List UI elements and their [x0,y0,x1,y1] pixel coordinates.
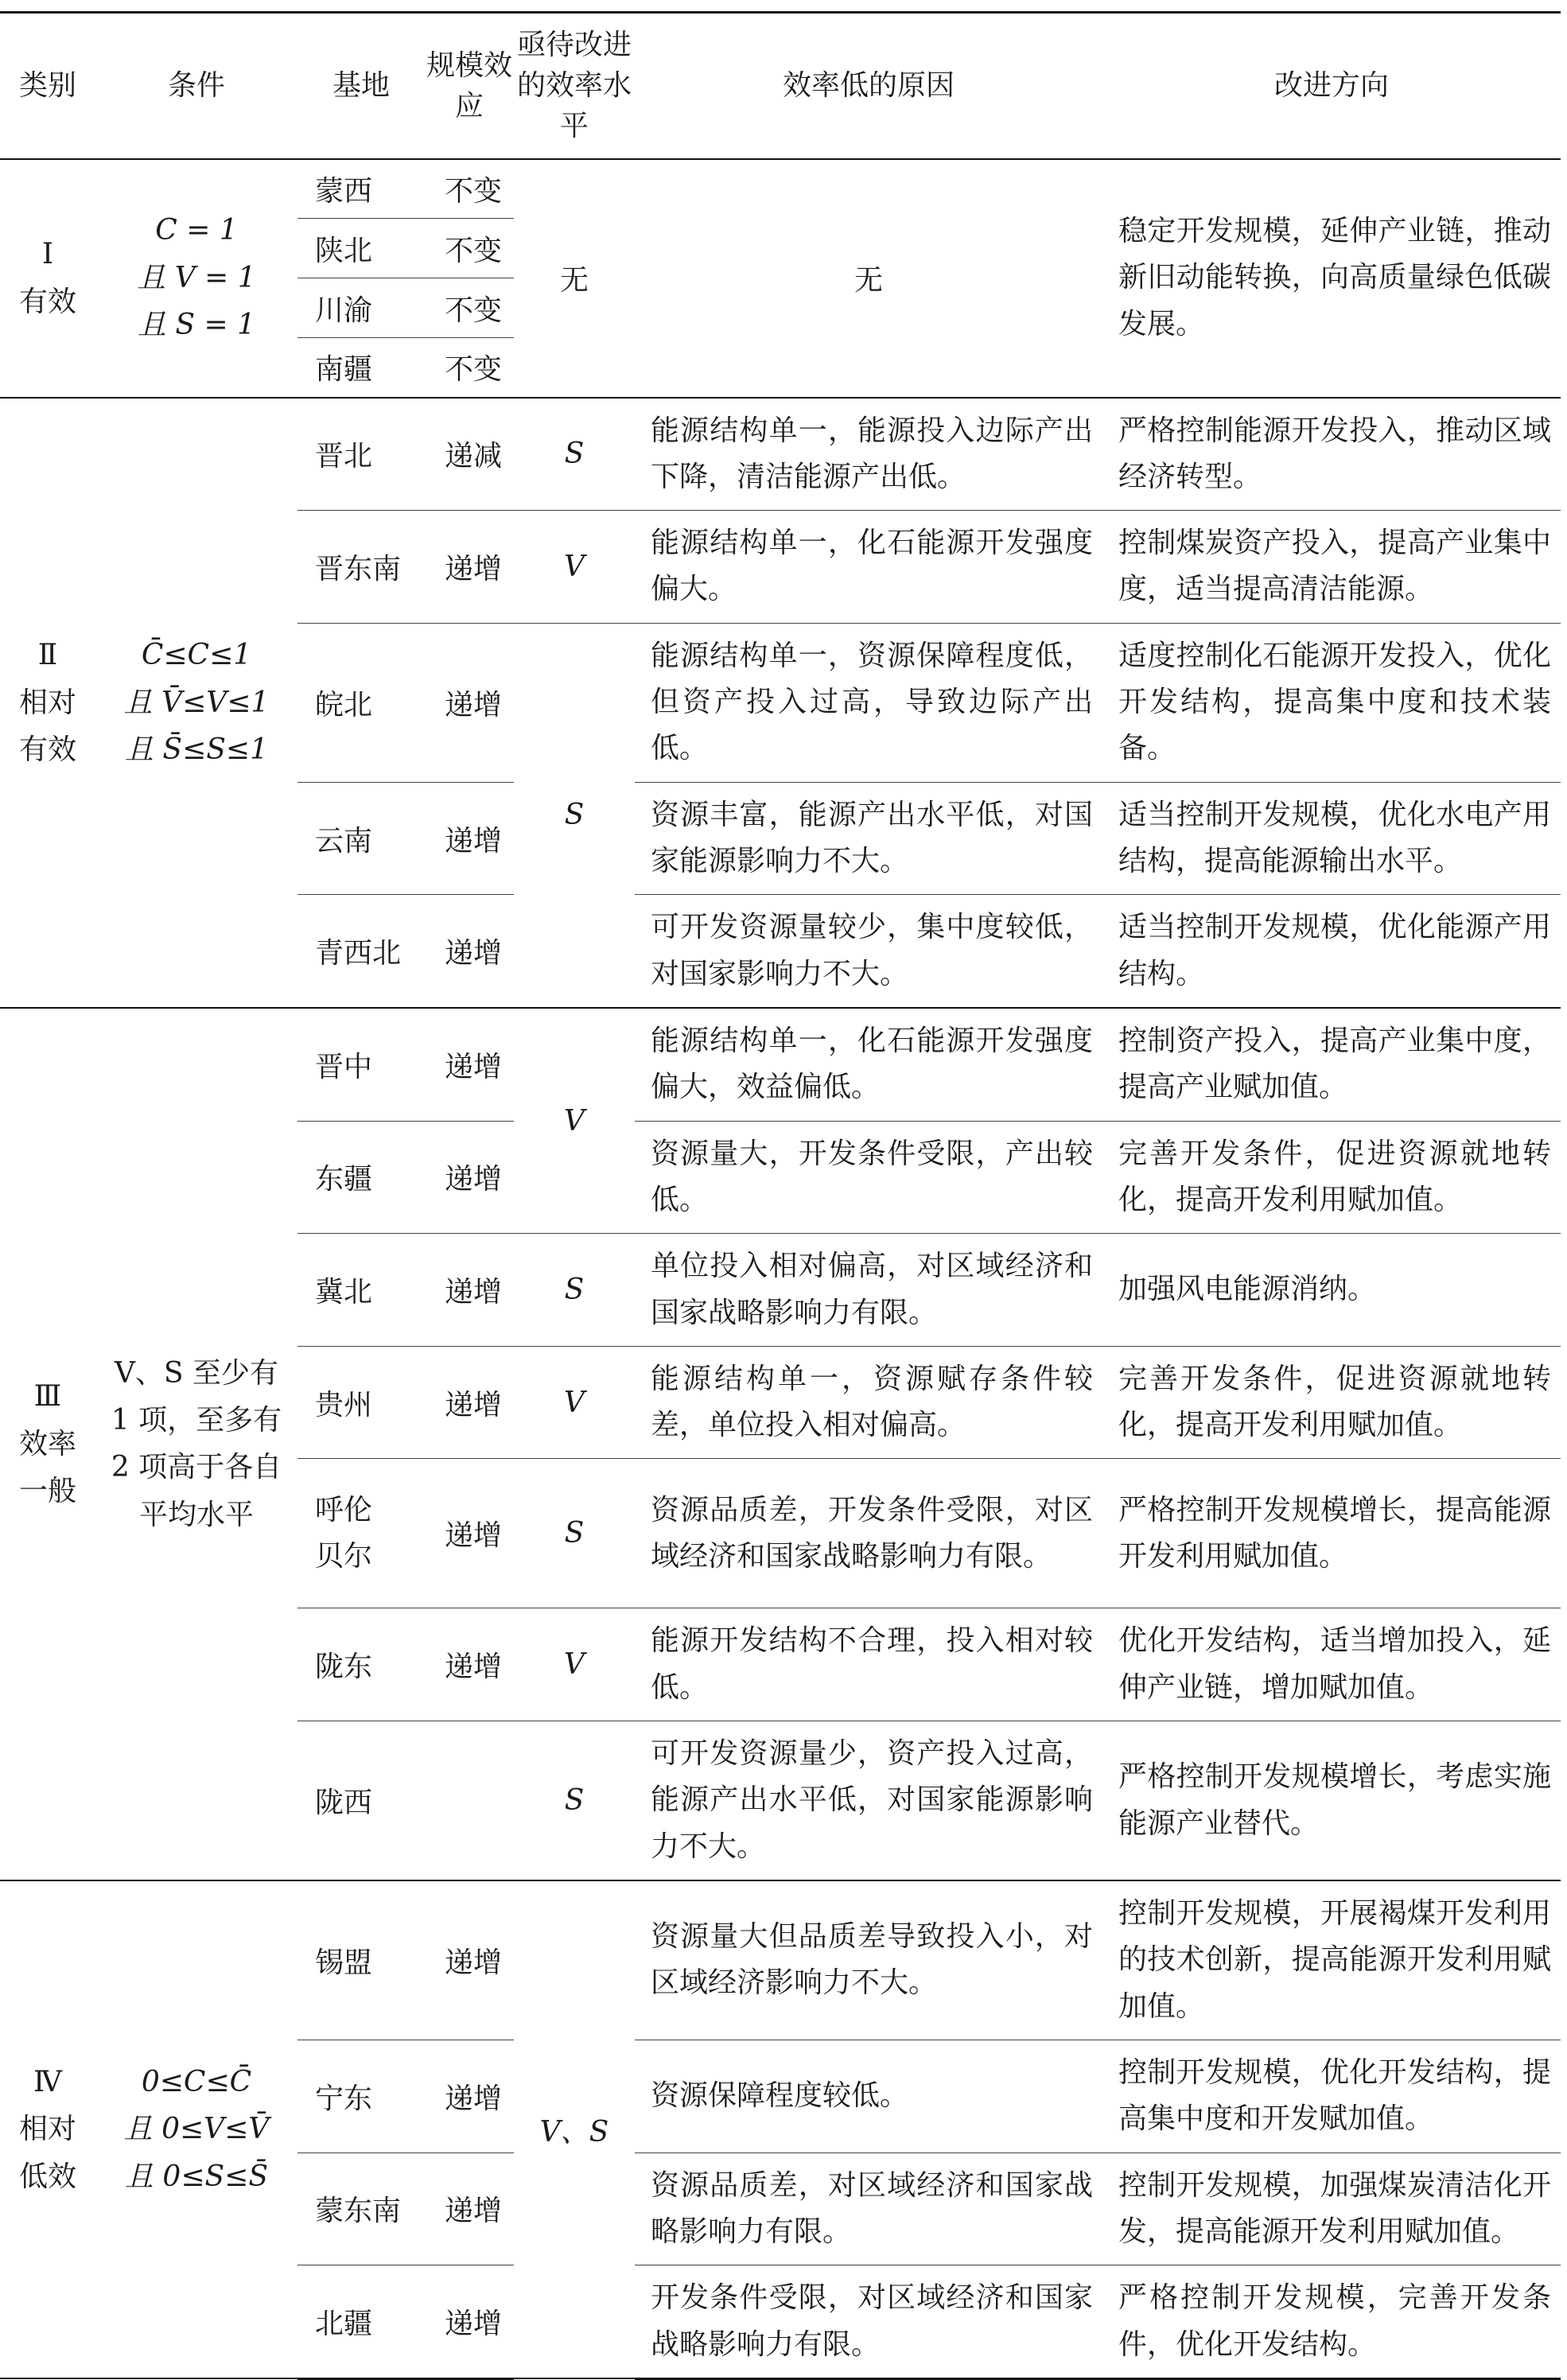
direction-cell: 控制开发规模，加强煤炭清洁化开发，提高能源开发利用赋加值。 [1102,2152,1561,2265]
direction-cell: 适当控制开发规模，优化水电产用结构，提高能源输出水平。 [1102,782,1561,895]
improve-cell: V [514,511,635,624]
category-cell [0,159,95,398]
category-label: 有效 [18,285,76,318]
reason-cell: 能源结构单一，资源保障程度低，但资产投入过高，导致边际产出低。 [635,623,1102,782]
improve-cell: V [514,1608,635,1721]
scale-cell: 递增 [425,1880,514,2040]
direction-cell: 严格控制开发规模增长，提高能源开发利用赋加值。 [1102,1459,1561,1608]
improve-cell: S [514,398,635,511]
base-name-line2: 贝尔 [315,1539,373,1573]
category-cell [0,1008,95,1880]
base-cell: 蒙东南 [297,2152,425,2265]
improve-cell: V [514,1346,635,1459]
scale-cell: 递增 [425,895,514,1008]
reason-cell: 资源保障程度较低。 [635,2040,1102,2152]
direction-cell: 完善开发条件，促进资源就地转化，提高开发利用赋加值。 [1102,1121,1561,1234]
base-cell: 晋东南 [297,511,425,624]
scale-cell: 递减 [425,398,514,511]
direction-cell: 控制资产投入，提高产业集中度，提高产业赋加值。 [1102,1008,1561,1121]
header-improve-level: 亟待改进的效率水平 [514,13,635,159]
efficiency-classification-table [0,11,1561,2380]
improve-cell: S [514,1459,635,1608]
category-cell [0,398,95,1008]
base-cell: 锡盟 [297,1880,425,2040]
base-cell: 宁东 [297,2040,425,2152]
scale-cell: 递增 [425,623,514,782]
category-label-line1: 效率 [18,1427,76,1460]
header-row [0,13,1561,159]
direction-cell: 严格控制能源开发投入，推动区域经济转型。 [1102,398,1561,511]
header-reason: 效率低的原因 [635,13,1102,159]
table-row [0,1880,1561,2040]
category-numeral: Ⅳ [33,2066,62,2099]
base-cell: 南疆 [297,338,425,398]
category-cell [0,1880,95,2378]
base-cell: 青西北 [297,895,425,1008]
reason-cell: 能源结构单一，能源投入边际产出下降，清洁能源产出低。 [635,398,1102,511]
direction-cell: 适当控制开发规模，优化能源产用结构。 [1102,895,1561,1008]
scale-cell: 递增 [425,1008,514,1121]
reason-cell: 资源丰富，能源产出水平低，对国家能源影响力不大。 [635,782,1102,895]
table-row [0,1008,1561,1121]
base-cell: 东疆 [297,1121,425,1234]
scale-cell: 递增 [425,2040,514,2152]
improve-cell: 无 [514,159,635,398]
base-cell: 皖北 [297,623,425,782]
header-direction: 改进方向 [1102,13,1561,159]
direction-cell: 控制煤炭资产投入，提高产业集中度，适当提高清洁能源。 [1102,511,1561,624]
base-cell: 陇东 [297,1608,425,1721]
condition-cell: C̄≤C≤1 且 V̄≤V≤1 且 S̄≤S≤1 [95,398,297,1008]
category-numeral: Ⅱ [37,639,58,672]
reason-cell: 无 [635,159,1102,398]
base-cell: 陕北 [297,219,425,278]
direction-cell: 严格控制开发规模增长，考虑实施能源产业替代。 [1102,1721,1561,1880]
base-cell: 陇西 [297,1721,425,1880]
scale-cell: 递增 [425,1608,514,1721]
scale-cell: 递增 [425,1121,514,1234]
base-cell [297,1459,425,1608]
condition-cell: C = 1 且 V = 1 且 S = 1 [95,159,297,398]
reason-cell: 资源品质差，对区域经济和国家战略影响力有限。 [635,2152,1102,2265]
improve-cell: V [514,1008,635,1234]
category-label-line2: 低效 [18,2160,76,2193]
base-name-line1: 呼伦 [315,1494,373,1527]
scale-cell: 不变 [425,278,514,338]
group-1-effective [0,159,1561,398]
improve-cell: S [514,1234,635,1347]
base-cell: 贵州 [297,1346,425,1459]
reason-cell: 可开发资源量较少，集中度较低，对国家影响力不大。 [635,895,1102,1008]
direction-cell: 稳定开发规模，延伸产业链，推动新旧动能转换，向高质量绿色低碳发展。 [1102,159,1561,398]
reason-cell: 开发条件受限，对区域经济和国家战略影响力有限。 [635,2265,1102,2379]
condition-cell: 0≤C≤C̄ 且 0≤V≤V̄ 且 0≤S≤S̄ [95,1880,297,2378]
category-label-line1: 相对 [18,686,76,719]
category-numeral: Ⅰ [41,238,54,271]
base-cell: 川渝 [297,278,425,338]
category-numeral: Ⅲ [33,1380,62,1414]
direction-cell: 完善开发条件，促进资源就地转化，提高开发利用赋加值。 [1102,1346,1561,1459]
table-row [0,398,1561,511]
header-base: 基地 [297,13,425,159]
scale-cell: 递增 [425,782,514,895]
document-table-page [0,11,1561,2361]
scale-cell: 递增 [425,1459,514,1608]
improve-cell: S [514,623,635,1008]
base-cell: 北疆 [297,2265,425,2379]
base-cell: 蒙西 [297,159,425,219]
reason-cell: 能源结构单一，化石能源开发强度偏大，效益偏低。 [635,1008,1102,1121]
scale-cell: 不变 [425,159,514,219]
header-category: 类别 [0,13,95,159]
scale-cell: 递增 [425,2265,514,2379]
direction-cell: 严格控制开发规模，完善开发条件，优化开发结构。 [1102,2265,1561,2379]
base-cell: 晋北 [297,398,425,511]
group-2-relatively-effective [0,398,1561,1008]
scale-cell: 递增 [425,2152,514,2265]
direction-cell: 控制开发规模，优化开发结构，提高集中度和开发赋加值。 [1102,2040,1561,2152]
direction-cell: 加强风电能源消纳。 [1102,1234,1561,1347]
reason-cell: 资源品质差，开发条件受限，对区域经济和国家战略影响力有限。 [635,1459,1102,1608]
scale-cell: 递增 [425,1234,514,1347]
category-label-line2: 一般 [18,1475,76,1508]
base-cell: 冀北 [297,1234,425,1347]
header-condition: 条件 [95,13,297,159]
scale-cell [425,1721,514,1880]
reason-cell: 资源量大但品质差导致投入小，对区域经济影响力不大。 [635,1880,1102,2040]
scale-cell: 递增 [425,511,514,624]
reason-cell: 可开发资源量少，资产投入过高，能源产出水平低，对国家能源影响力不大。 [635,1721,1102,1880]
base-cell: 晋中 [297,1008,425,1121]
reason-cell: 能源结构单一，化石能源开发强度偏大。 [635,511,1102,624]
reason-cell: 能源开发结构不合理，投入相对较低。 [635,1608,1102,1721]
category-label-line1: 相对 [18,2113,76,2146]
direction-cell: 适度控制化石能源开发投入，优化开发结构，提高集中度和技术装备。 [1102,623,1561,782]
reason-cell: 单位投入相对偏高，对区域经济和国家战略影响力有限。 [635,1234,1102,1347]
improve-cell: S [514,1721,635,1880]
scale-cell: 不变 [425,219,514,278]
reason-cell: 资源量大，开发条件受限，产出较低。 [635,1121,1102,1234]
reason-cell: 能源结构单一，资源赋存条件较差，单位投入相对偏高。 [635,1346,1102,1459]
table-row [0,159,1561,219]
scale-cell: 递增 [425,1346,514,1459]
base-cell: 云南 [297,782,425,895]
group-3-average-efficiency [0,1008,1561,1880]
group-4-relatively-inefficient [0,1880,1561,2378]
condition-cell: V、S 至少有 1 项，至多有 2 项高于各自 平均水平 [95,1008,297,1880]
header-scale: 规模效应 [425,13,514,159]
direction-cell: 控制开发规模，开展褐煤开发利用的技术创新，提高能源开发利用赋加值。 [1102,1880,1561,2040]
scale-cell: 不变 [425,338,514,398]
category-label-line2: 有效 [18,733,76,766]
improve-cell: V、S [514,1880,635,2378]
direction-cell: 优化开发结构，适当增加投入，延伸产业链，增加赋加值。 [1102,1608,1561,1721]
